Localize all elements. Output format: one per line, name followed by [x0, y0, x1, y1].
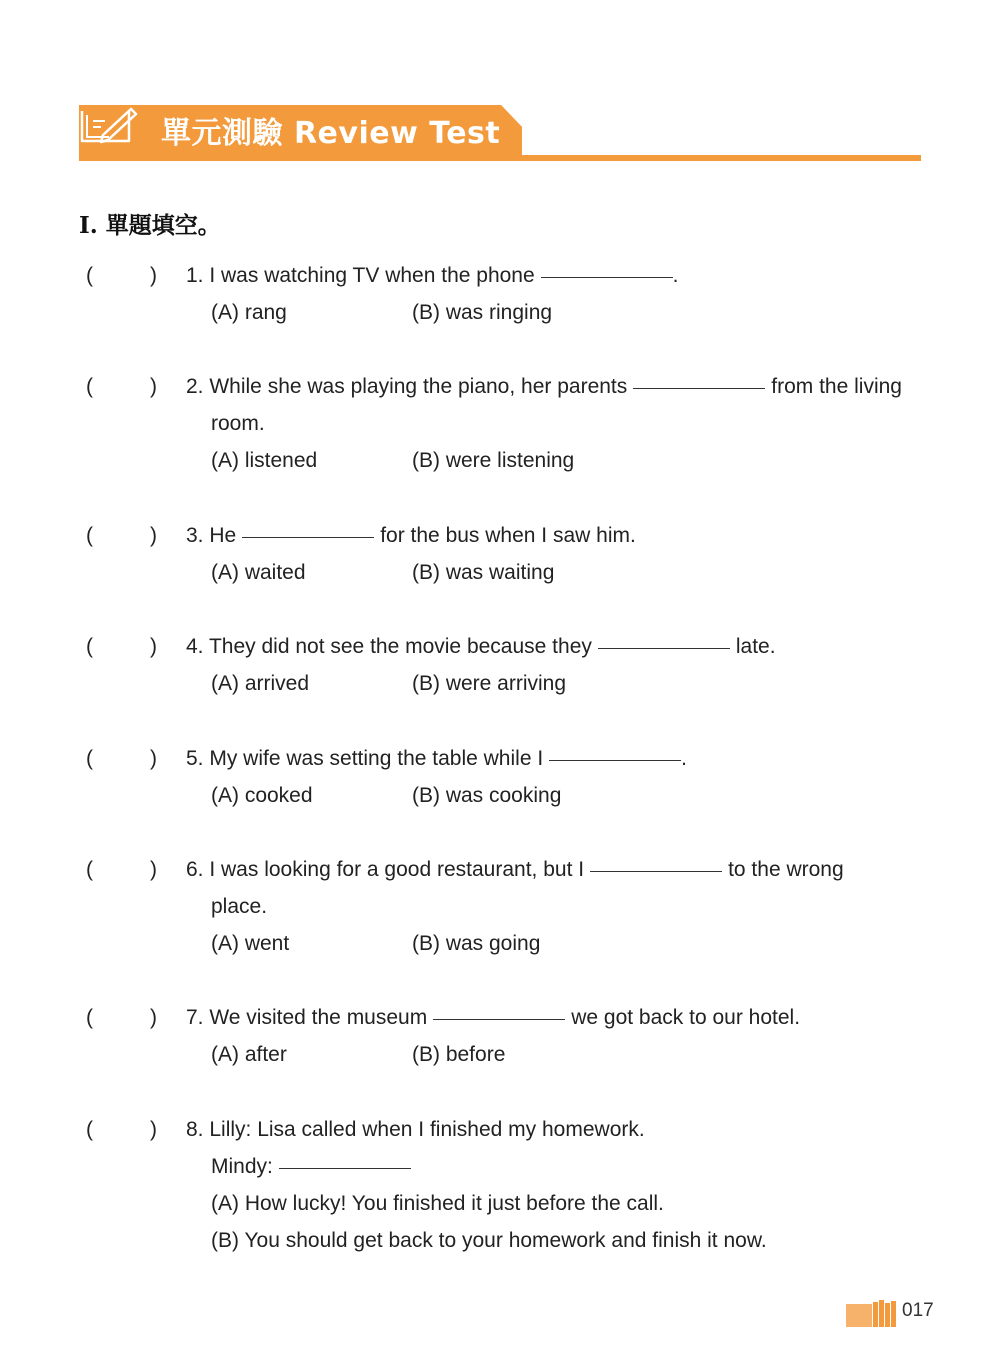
- answer-paren-open: (: [86, 1118, 93, 1141]
- option-a: (A) cooked: [211, 784, 313, 807]
- stem-after: we got back to our hotel.: [571, 1006, 801, 1029]
- answer-paren-close: ): [150, 747, 157, 770]
- answer-paren-close: ): [150, 264, 157, 287]
- stem-before: 1. I was watching TV when the phone: [186, 264, 535, 287]
- question-stem: [186, 999, 800, 1036]
- option-b: (B) was cooking: [412, 784, 562, 807]
- option-a: (A) listened: [211, 449, 318, 472]
- page-title: 單元測驗 Review Test: [161, 116, 501, 151]
- option-b: (B) before: [412, 1043, 506, 1066]
- option-b: (B) were listening: [412, 449, 575, 472]
- answer-blank[interactable]: [590, 870, 722, 872]
- page-number: [846, 1298, 946, 1328]
- books-icon: [846, 1298, 898, 1328]
- answer-blank[interactable]: [633, 387, 765, 389]
- option-b: (B) was going: [412, 932, 541, 955]
- option-a: (A) waited: [211, 561, 306, 584]
- answer-paren-open: (: [86, 747, 93, 770]
- stem-continuation: room.: [211, 412, 265, 435]
- stem-before: 5. My wife was setting the table while I: [186, 747, 544, 770]
- answer-blank[interactable]: [549, 759, 681, 761]
- stem-after: from the living: [771, 375, 902, 398]
- answer-blank[interactable]: [433, 1018, 565, 1020]
- question-stem: [186, 740, 687, 777]
- option-a: (A) rang: [211, 301, 287, 324]
- stem-before: 7. We visited the museum: [186, 1006, 428, 1029]
- answer-paren-open: (: [86, 1006, 93, 1029]
- notebook-pencil-icon: [79, 105, 139, 145]
- question-stem: [186, 368, 902, 405]
- stem-after: .: [672, 264, 679, 287]
- question-stem: [186, 628, 776, 665]
- answer-paren-close: ): [150, 375, 157, 398]
- option-a: (A) after: [211, 1043, 287, 1066]
- page-number-text: 017: [902, 1300, 934, 1321]
- dialog-line: [211, 1148, 417, 1185]
- option-b: (B) was ringing: [412, 301, 553, 324]
- answer-paren-close: ): [150, 858, 157, 881]
- question-stem: [186, 517, 636, 554]
- stem-after: for the bus when I saw him.: [380, 524, 636, 547]
- stem-after: .: [681, 747, 688, 770]
- option-b: (B) was waiting: [412, 561, 555, 584]
- question-stem: [186, 257, 679, 294]
- option-a: (A) How lucky! You finished it just before the call.: [211, 1192, 664, 1215]
- answer-paren-close: ): [150, 1118, 157, 1141]
- stem-before: 2. While she was playing the piano, her parents: [186, 375, 628, 398]
- stem-before: 6. I was looking for a good restaurant, but I: [186, 858, 585, 881]
- answer-blank[interactable]: [541, 276, 673, 278]
- dialog-label: Mindy:: [211, 1155, 273, 1178]
- review-test-banner: [79, 105, 921, 161]
- option-a: (A) went: [211, 932, 290, 955]
- stem-continuation: place.: [211, 895, 268, 918]
- answer-blank[interactable]: [279, 1167, 411, 1169]
- stem-after: to the wrong: [728, 858, 844, 881]
- answer-paren-open: (: [86, 524, 93, 547]
- option-a: (A) arrived: [211, 672, 310, 695]
- answer-paren-open: (: [86, 635, 93, 658]
- answer-paren-open: (: [86, 264, 93, 287]
- option-b: (B) were arriving: [412, 672, 567, 695]
- answer-paren-open: (: [86, 375, 93, 398]
- answer-paren-close: ): [150, 635, 157, 658]
- answer-paren-open: (: [86, 858, 93, 881]
- answer-blank[interactable]: [598, 647, 730, 649]
- option-b: (B) You should get back to your homework and finish it now.: [211, 1229, 767, 1252]
- question-stem: 8. Lilly: Lisa called when I finished my homework.: [186, 1118, 645, 1141]
- question-stem: [186, 851, 844, 888]
- section-heading: I. 單題填空。: [79, 212, 221, 239]
- answer-paren-close: ): [150, 524, 157, 547]
- stem-before: 4. They did not see the movie because they: [186, 635, 592, 658]
- answer-blank[interactable]: [242, 536, 374, 538]
- stem-before: 3. He: [186, 524, 237, 547]
- stem-after: late.: [735, 635, 776, 658]
- answer-paren-close: ): [150, 1006, 157, 1029]
